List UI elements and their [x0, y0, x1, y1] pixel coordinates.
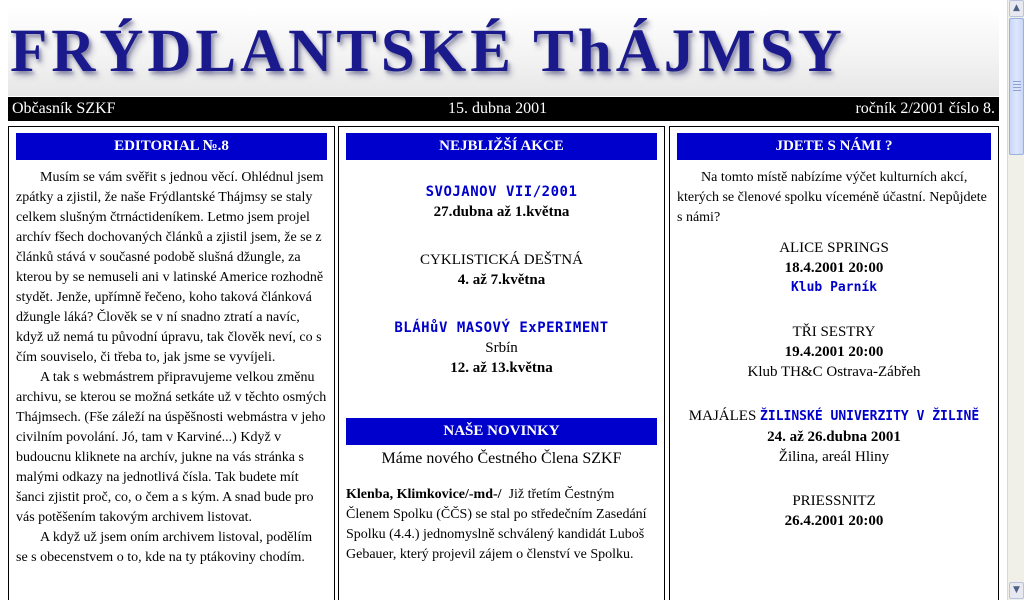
editorial-heading: EDITORIAL №.8	[16, 133, 327, 160]
editorial-paragraph-1: Musím se vám svěřit s jednou věcí. Ohlédnul jsem zpátky a zjistil, že naše Frýdlantské Thájmsy se staly celkem slušným čtrnáctideníkem. Letmo jsem projel archív fšech dochovaných článků a zjistil jsem, že se z článků stává v současné podobě slušná džungle, za kterou by se nemuseli ani v latinské Americe rozhodně stydět. Jenže, upřímně řečeno, koho taková článková džungle láká? Člověk se v ní snadno ztratí a navíc, když už nemá tu původní úpravu, tak člověk neví, co s čím souviselo, či třeba to, jak jsme se vyvíjeli.	[16, 170, 324, 365]
event-item	[346, 318, 657, 378]
majales-prefix: MAJÁLES	[688, 408, 757, 424]
culture-event-title: PRIESSNITZ	[792, 493, 876, 509]
culture-event-place: Žilina, areál Hliny	[778, 449, 890, 465]
culture-event-date: 18.4.2001 20:00	[784, 260, 884, 276]
culture-event-title: ALICE SPRINGS	[779, 240, 889, 256]
scroll-up-button[interactable]	[1009, 0, 1024, 17]
event-item	[346, 250, 657, 290]
culture-events-heading: JDETE S NÁMI ?	[677, 133, 991, 160]
culture-events-column	[669, 126, 999, 600]
event-date: 27.dubna až 1.května	[433, 204, 570, 220]
news-text: Již třetím Čestným Členem Spolku (ČČS) se stal po středečním Zasedání Spolku (4.4.) jednomyslně schválený kandidát Luboš Gebauer, který projevil zájem o členství ve Spolku.	[346, 487, 647, 562]
info-bar	[8, 97, 999, 121]
editorial-column	[8, 126, 335, 600]
periodicity-label: Občasník SZKF	[12, 100, 116, 117]
arrow-down-icon: ▼	[1013, 585, 1020, 595]
scroll-down-button[interactable]	[1009, 582, 1024, 599]
culture-event-date: 19.4.2001 20:00	[784, 344, 884, 360]
news-title: Máme nového Čestného Člena SZKF	[381, 450, 622, 467]
grip-line	[1013, 90, 1021, 91]
culture-event	[677, 322, 991, 382]
masthead-title: FRÝDLANTSKÉ ThÁJMSY	[10, 18, 846, 85]
news-byline: Klenba, Klimkovice/-md-/	[346, 487, 502, 502]
event-item	[346, 182, 657, 222]
event-date: 4. až 7.května	[457, 272, 546, 288]
arrow-up-icon: ▲	[1013, 3, 1020, 13]
event-link-zilina[interactable]: ŽILINSKÉ UNIVERZITY V ŽILINĚ	[760, 409, 980, 424]
culture-intro	[677, 168, 991, 228]
editorial-paragraph-3: A když už jsem oním archivem listoval, podělím se s obecenstvem o to, kde na ty ptákoviny chodím.	[16, 530, 313, 565]
issue-date: 15. dubna 2001	[448, 100, 548, 117]
news-body	[346, 485, 657, 565]
page	[8, 8, 999, 600]
culture-event-date: 24. až 26.dubna 2001	[767, 429, 901, 445]
grip-line	[1013, 84, 1021, 85]
news-heading: NAŠE NOVINKY	[346, 418, 657, 445]
culture-event	[677, 491, 991, 531]
upcoming-events-column	[338, 126, 665, 600]
event-title: CYKLISTICKÁ DEŠTNÁ	[420, 252, 583, 268]
event-link-svojanov[interactable]: SVOJANOV VII/2001	[425, 184, 578, 200]
culture-event	[677, 238, 991, 298]
culture-event-date: 26.4.2001 20:00	[784, 513, 884, 529]
event-date: 12. až 13.května	[450, 360, 553, 376]
upcoming-events-heading: NEJBLIŽŠÍ AKCE	[346, 133, 657, 160]
editorial-paragraph-2: A tak s webmástrem připravujeme velkou změnu archivu, se kterou se možná setkáte už v těchto osmých Thájmsech. (Fše záleží na úspěšnosti webmástra v jeho civilním povolání. Jó, tam v Karviné...) Když v budoucnu kliknete na archív, jukne na vás stránka s malými odkazy na jednotlivá čísla. Tak budete mít šanci zjistit proč, co, o čem a s kým. A snad bude pro vás potěšením takovým archivem listovat.	[16, 370, 327, 525]
culture-event-place: Klub TH&C Ostrava-Zábřeh	[747, 364, 921, 380]
culture-event-title: TŘI SESTRY	[792, 324, 876, 340]
culture-event-title	[677, 406, 991, 427]
culture-intro-text: Na tomto místě nabízíme výčet kulturních akcí, kterých se členové spolku víceméně účastní. Nepůjdete s námi?	[677, 170, 987, 225]
grip-line	[1013, 87, 1021, 88]
event-link-experiment[interactable]: BLÁHůV MASOVÝ ExPERIMENT	[394, 320, 609, 336]
venue-link-parnik[interactable]: Klub Parník	[790, 280, 878, 295]
editorial-text	[16, 168, 327, 568]
masthead-banner	[8, 8, 999, 96]
culture-event	[677, 406, 991, 467]
scrollbar-thumb[interactable]	[1009, 18, 1024, 155]
volume-number: ročník 2/2001 číslo 8.	[855, 100, 995, 117]
grip-line	[1013, 81, 1021, 82]
vertical-scrollbar[interactable]	[1007, 0, 1024, 600]
event-place: Srbín	[485, 340, 518, 356]
